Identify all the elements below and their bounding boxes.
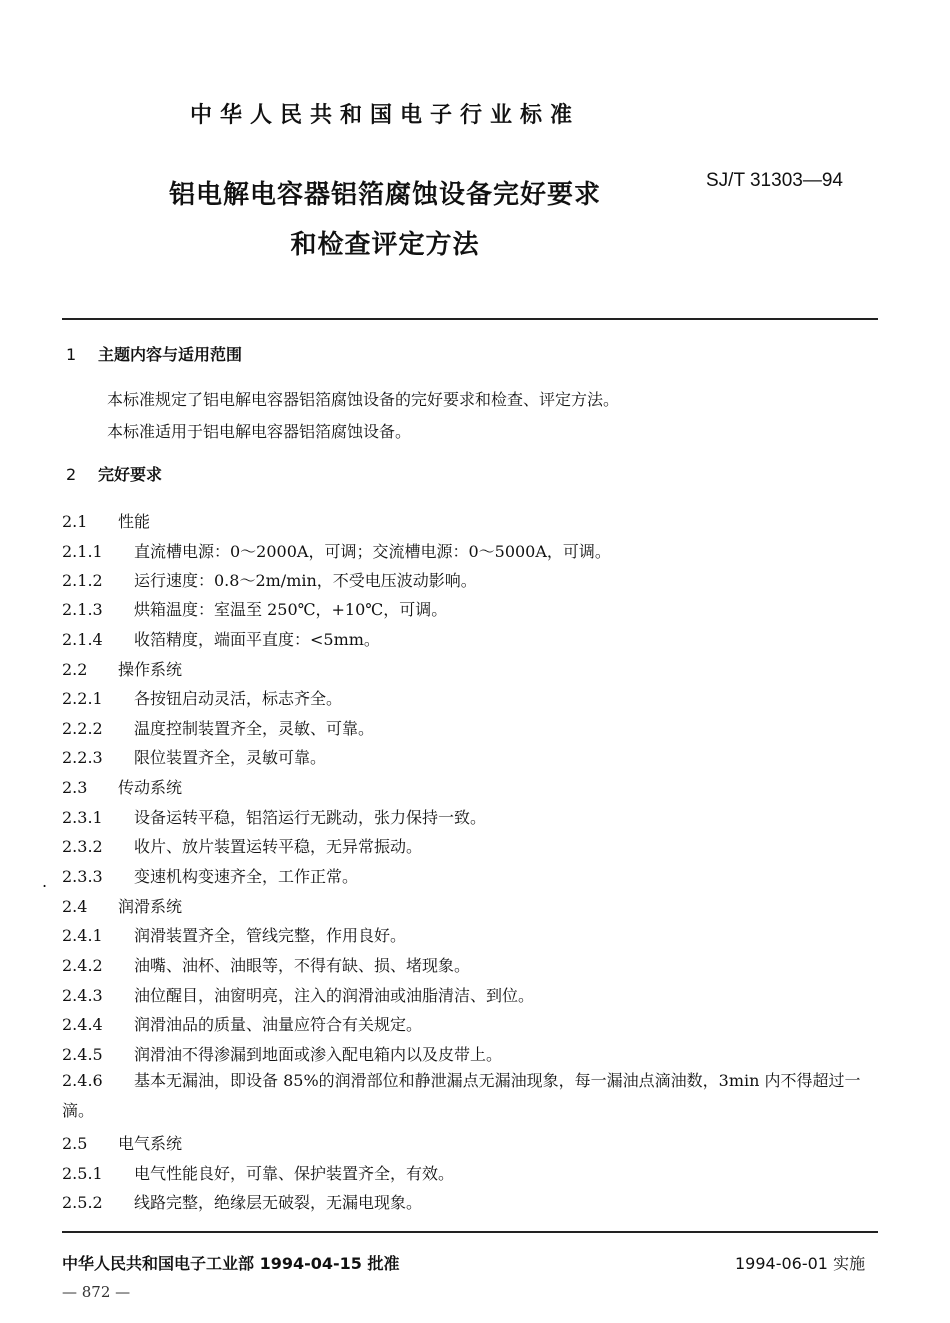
clause-2-1-3 bbox=[62, 597, 447, 620]
clause-number: 2.4.2 bbox=[62, 956, 103, 975]
clause-2-4-3 bbox=[62, 983, 534, 1006]
implementation-date: 1994-06-01 实施 bbox=[735, 1254, 866, 1273]
clause-number: 2.3.1 bbox=[62, 808, 103, 827]
section-title: 完好要求 bbox=[98, 465, 163, 484]
approval-statement: 中华人民共和国电子工业部 1994-04-15 批准 bbox=[62, 1254, 400, 1273]
clause-text: 性能 bbox=[118, 512, 151, 531]
page-number: — 872 — bbox=[62, 1283, 131, 1301]
clause-2-2-3 bbox=[62, 745, 326, 768]
clause-2-3-2 bbox=[62, 834, 422, 857]
clause-2-4-4 bbox=[62, 1012, 422, 1035]
clause-text: 收箔精度，端面平直度：<5mm。 bbox=[134, 630, 380, 649]
clause-number: 2.4.4 bbox=[62, 1015, 103, 1034]
clause-number: 2.3.2 bbox=[62, 837, 103, 856]
scan-speck: . bbox=[42, 872, 48, 891]
clause-text: 收片、放片装置运转平稳，无异常振动。 bbox=[134, 837, 423, 856]
clause-text: 温度控制装置齐全，灵敏、可靠。 bbox=[134, 719, 375, 738]
clause-text: 润滑系统 bbox=[118, 897, 183, 916]
clause-2-4 bbox=[62, 894, 182, 917]
header-divider bbox=[62, 318, 878, 320]
standard-number: SJ/T 31303—94 bbox=[706, 170, 843, 191]
clause-number: 2.1.1 bbox=[62, 542, 103, 561]
clause-2-2-2 bbox=[62, 716, 374, 739]
clause-number: 2.3.3 bbox=[62, 867, 103, 886]
clause-number: 2.4 bbox=[62, 897, 88, 916]
clause-number: 2.2.1 bbox=[62, 689, 103, 708]
issuing-authority: 中华人民共和国电子行业标准 bbox=[189, 103, 580, 128]
clause-text: 设备运转平稳，铝箔运行无跳动，张力保持一致。 bbox=[134, 808, 487, 827]
clause-number: 2.5 bbox=[62, 1134, 88, 1153]
clause-2-4-2 bbox=[62, 953, 470, 976]
clause-2-1-1 bbox=[62, 539, 611, 562]
clause-text: 油嘴、油杯、油眼等，不得有缺、损、堵现象。 bbox=[134, 956, 471, 975]
section-2-heading bbox=[66, 462, 162, 485]
section-1-paragraph-1: 本标准规定了铝电解电容器铝箔腐蚀设备的完好要求和检查、评定方法。 bbox=[107, 390, 620, 409]
clause-2-5 bbox=[62, 1131, 182, 1154]
clause-text: 润滑装置齐全，管线完整，作用良好。 bbox=[134, 926, 407, 945]
clause-2-4-1 bbox=[62, 923, 406, 946]
clause-2-1 bbox=[62, 509, 150, 532]
clause-number: 2.4.1 bbox=[62, 926, 103, 945]
clause-number: 2.4.5 bbox=[62, 1045, 103, 1064]
clause-number: 2.4.3 bbox=[62, 986, 103, 1005]
clause-2-5-1 bbox=[62, 1161, 454, 1184]
clause-number: 2.4.6 bbox=[62, 1071, 103, 1090]
clause-2-1-4 bbox=[62, 627, 380, 650]
clause-text: 基本无漏油，即设备 85%的润滑部位和静泄漏点无漏油现象，每一漏油点滴油数，3min 内不得超过一滴。 bbox=[62, 1071, 861, 1120]
clause-text: 限位装置齐全，灵敏可靠。 bbox=[134, 748, 327, 767]
clause-text: 电气性能良好，可靠、保护装置齐全，有效。 bbox=[134, 1164, 455, 1183]
clause-text: 电气系统 bbox=[118, 1134, 183, 1153]
clause-text: 运行速度：0.8～2m/min，不受电压波动影响。 bbox=[134, 571, 477, 590]
section-title: 主题内容与适用范围 bbox=[98, 345, 243, 364]
clause-number: 2.3 bbox=[62, 778, 88, 797]
document-title-line-1: 铝电解电容器铝箔腐蚀设备完好要求 bbox=[168, 180, 601, 210]
clause-2-2 bbox=[62, 657, 182, 680]
clause-text: 油位醒目，油窗明亮，注入的润滑油或油脂清洁、到位。 bbox=[134, 986, 535, 1005]
clause-text: 变速机构变速齐全，工作正常。 bbox=[134, 867, 359, 886]
clause-number: 2.1 bbox=[62, 512, 88, 531]
clause-number: 2.2.2 bbox=[62, 719, 103, 738]
clause-2-2-1 bbox=[62, 686, 342, 709]
clause-text: 操作系统 bbox=[118, 660, 183, 679]
clause-number: 2.1.4 bbox=[62, 630, 103, 649]
section-1-paragraph-2: 本标准适用于铝电解电容器铝箔腐蚀设备。 bbox=[107, 422, 412, 441]
clause-2-3-3 bbox=[62, 864, 358, 887]
clause-text: 线路完整，绝缘层无破裂，无漏电现象。 bbox=[134, 1193, 423, 1212]
clause-text: 润滑油品的质量、油量应符合有关规定。 bbox=[134, 1015, 423, 1034]
section-number: 2 bbox=[66, 465, 77, 484]
clause-2-3 bbox=[62, 775, 182, 798]
clause-text: 润滑油不得渗漏到地面或渗入配电箱内以及皮带上。 bbox=[134, 1045, 503, 1064]
clause-text: 直流槽电源：0～2000A，可调；交流槽电源：0～5000A，可调。 bbox=[134, 542, 611, 561]
clause-text: 烘箱温度：室温至 250℃，+10℃，可调。 bbox=[134, 600, 448, 619]
clause-2-5-2 bbox=[62, 1190, 422, 1213]
clause-text: 各按钮启动灵活，标志齐全。 bbox=[134, 689, 343, 708]
clause-number: 2.1.2 bbox=[62, 571, 103, 590]
clause-number: 2.2.3 bbox=[62, 748, 103, 767]
clause-2-4-5 bbox=[62, 1042, 502, 1065]
clause-number: 2.5.2 bbox=[62, 1193, 103, 1212]
clause-2-1-2 bbox=[62, 568, 477, 591]
section-1-heading bbox=[66, 342, 242, 365]
section-number: 1 bbox=[66, 345, 77, 364]
clause-number: 2.5.1 bbox=[62, 1164, 103, 1183]
clause-number: 2.2 bbox=[62, 660, 88, 679]
clause-2-3-1 bbox=[62, 805, 486, 828]
document-title-line-2: 和检查评定方法 bbox=[290, 230, 480, 260]
footer-divider bbox=[62, 1231, 878, 1233]
clause-text: 传动系统 bbox=[118, 778, 183, 797]
clause-2-4-6 bbox=[62, 1066, 882, 1126]
clause-number: 2.1.3 bbox=[62, 600, 103, 619]
